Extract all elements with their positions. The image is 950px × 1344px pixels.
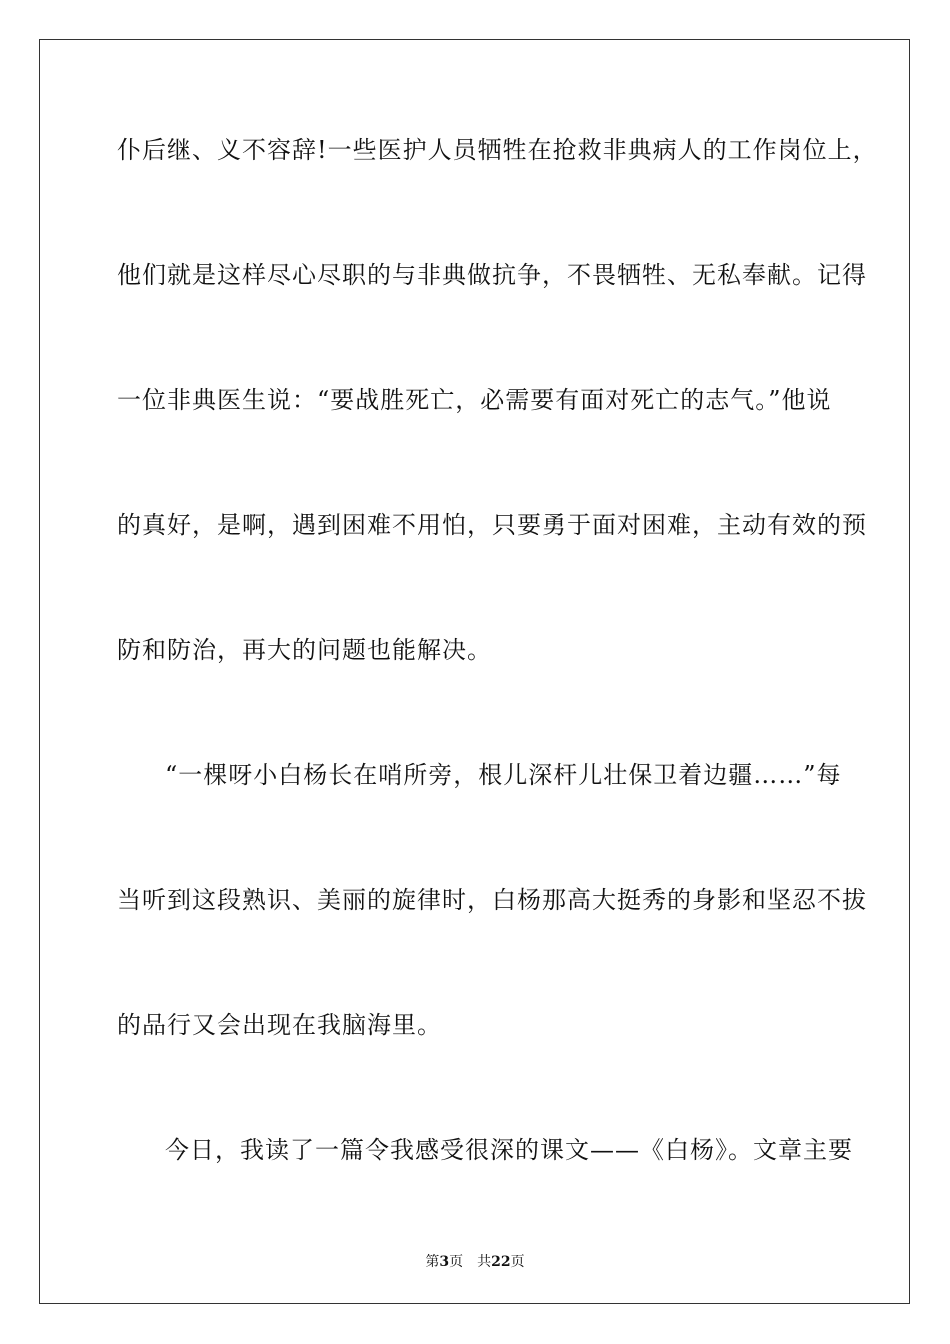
text-line: 一位非典医生说：“要战胜死亡，必需要有面对死亡的志气。”他说 (117, 386, 832, 414)
total-pages: 22 (491, 1254, 511, 1270)
text-line: 他们就是这样尽心尽职的与非典做抗争，不畏牺牲、无私奉献。记得 (117, 261, 867, 289)
page-footer (0, 1251, 950, 1271)
text-line: 今日，我读了一篇令我感受很深的课文——《白杨》。文章主要 (165, 1136, 853, 1164)
page-border (39, 39, 910, 1304)
text-line: 当听到这段熟识、美丽的旋律时，白杨那高大挺秀的身影和坚忍不拔 (117, 886, 867, 914)
page-suffix: 页 (449, 1254, 464, 1270)
total-prefix: 共 (477, 1254, 492, 1270)
text-line: 的真好，是啊，遇到困难不用怕，只要勇于面对困难，主动有效的预 (117, 511, 867, 539)
text-line: 仆后继、义不容辞!一些医护人员牺牲在抢救非典病人的工作岗位上， (117, 136, 878, 164)
text-line: 的品行又会出现在我脑海里。 (117, 1011, 442, 1039)
text-line: 防和防治，再大的问题也能解决。 (117, 636, 492, 664)
page-prefix: 第 (425, 1254, 440, 1270)
page-number: 3 (439, 1254, 450, 1270)
total-suffix: 页 (510, 1254, 525, 1270)
text-line: “一棵呀小白杨长在哨所旁，根儿深杆儿壮保卫着边疆……”每 (165, 761, 842, 789)
